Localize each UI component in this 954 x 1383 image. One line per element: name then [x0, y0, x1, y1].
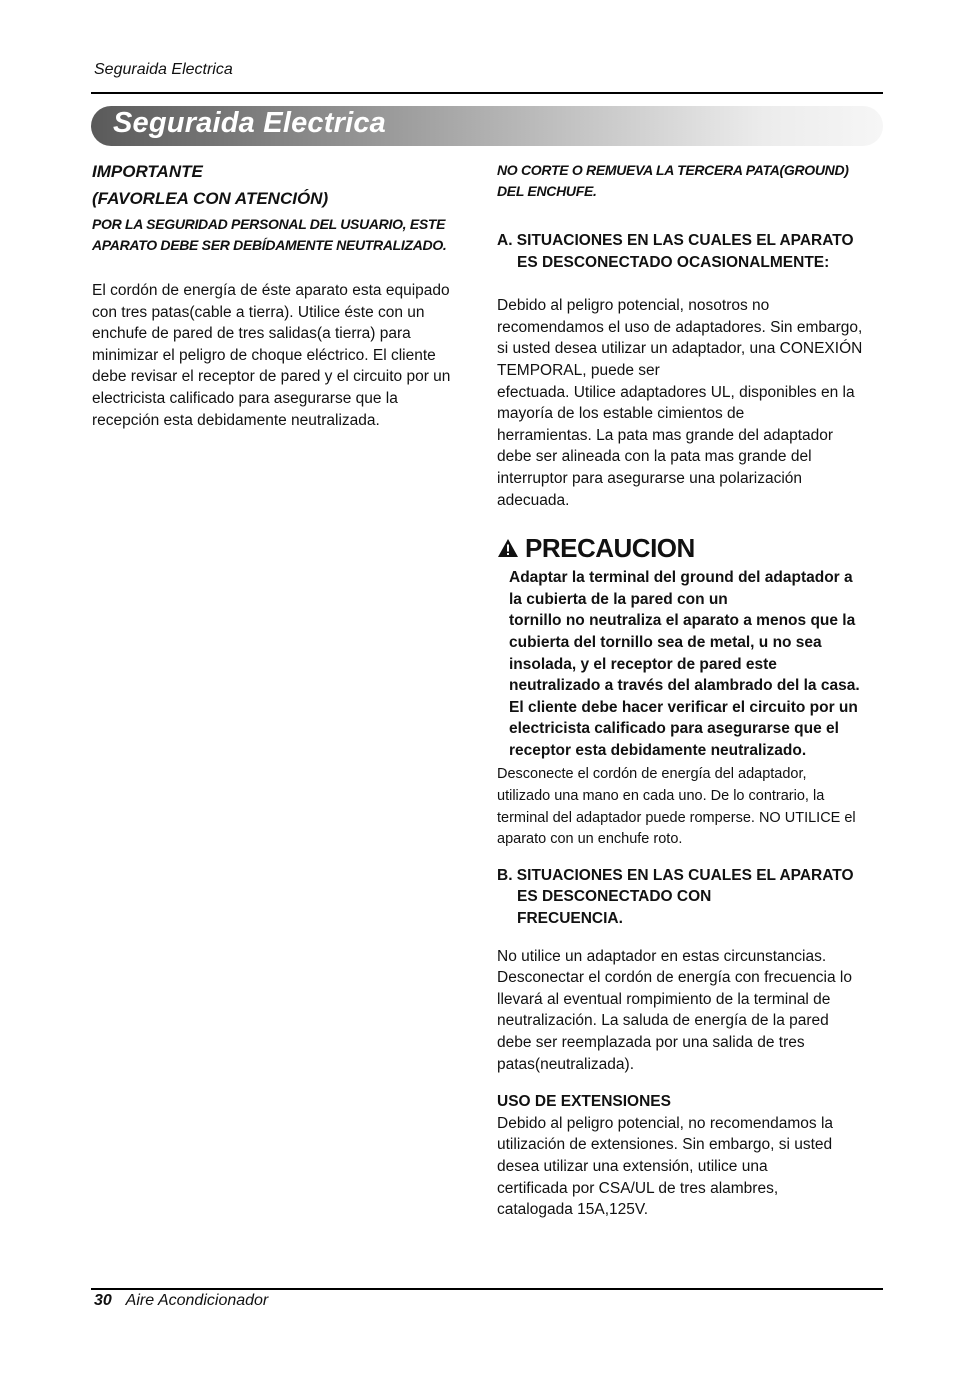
paragraph-line: herramientas. La pata mas grande del adaptador	[497, 426, 834, 444]
paragraph-line: Desconectar el cordón de energía con frecuencia lo	[497, 969, 852, 987]
page-footer	[94, 1292, 268, 1310]
paragraph-line: utilizado una mano en cada uno. De lo contrario, la	[497, 788, 825, 805]
safety-note-line: APARATO DEBE SER DEBÍDAMENTE NEUTRALIZADO.	[92, 237, 447, 253]
disconnect-paragraph	[497, 764, 882, 850]
section-b-paragraph	[497, 946, 882, 1076]
paragraph-line: recepción esta debidamente neutralizada.	[92, 411, 380, 429]
section-b-heading	[497, 865, 882, 930]
paragraph-line: Debido al peligro potencial, nosotros no	[497, 297, 770, 315]
heading-line: B. SITUACIONES EN LAS CUALES EL APARATO	[497, 866, 854, 884]
grounding-paragraph	[92, 280, 472, 431]
caution-text	[497, 567, 882, 761]
caution-line: tornillo no neutraliza el aparato a menos que la	[509, 612, 856, 630]
section-a-paragraph	[497, 295, 882, 511]
heading-line: ES DESCONECTADO OCASIONALMENTE:	[517, 253, 830, 271]
caution-title: PRECAUCION	[525, 533, 695, 564]
header-rule	[91, 92, 883, 94]
paragraph-line: patas(neutralizada).	[497, 1055, 634, 1073]
paragraph-line: utilización de extensiones. Sin embargo, si usted	[497, 1136, 833, 1154]
paragraph-line: debe ser alineada con la pata mas grande del	[497, 448, 812, 466]
paragraph-line: terminal del adaptador puede romperse. NO UTILICE el	[497, 809, 856, 826]
page-number: 30	[94, 1292, 112, 1309]
paragraph-line: enchufe de pared de tres salidas(a tierra) para	[92, 325, 411, 343]
importante-heading: IMPORTANTE	[92, 162, 203, 181]
heading-line: A. SITUACIONES EN LAS CUALES EL APARATO	[497, 232, 854, 249]
note-line: NO CORTE O REMUEVA LA TERCERA PATA(GROUND)	[497, 162, 849, 178]
left-column	[92, 158, 472, 431]
caution-line: receptor esta debidamente neutralizado.	[509, 741, 807, 759]
caution-line: neutralizado a través del alambrado del la casa.	[509, 677, 860, 695]
paragraph-line: llevará al eventual rompimiento de la terminal de	[497, 990, 831, 1008]
caution-line: la cubierta de la pared con un	[509, 590, 728, 608]
paragraph-line: adecuada.	[497, 491, 570, 509]
warning-triangle-icon	[497, 538, 519, 558]
caution-line: cubierta del tornillo sea de metal, u no sea	[509, 633, 822, 651]
safety-note-line: POR LA SEGURIDAD PERSONAL DEL USUARIO, ESTE	[92, 216, 446, 232]
paragraph-line: efectuada. Utilice adaptadores UL, disponibles en la	[497, 383, 855, 401]
right-column	[497, 160, 882, 1221]
paragraph-line: recomendamos el uso de adaptadores. Sin embargo,	[497, 318, 863, 336]
paragraph-line: aparato con un enchufe roto.	[497, 831, 683, 848]
paragraph-line: Debido al peligro potencial, no recomendamos la	[497, 1114, 834, 1132]
paragraph-line: certificada por CSA/UL de tres alambres,	[497, 1179, 779, 1197]
section-a-heading	[497, 230, 882, 273]
caution-line: electricista calificado para asegurarse que el	[509, 720, 839, 738]
caution-line: El cliente debe hacer verificar el circuito por un	[509, 698, 858, 716]
section-title: Seguraida Electrica	[113, 107, 386, 139]
paragraph-line: interruptor para asegurarse una polarización	[497, 469, 803, 487]
paragraph-line: minimizar el peligro de choque eléctrico. El cliente	[92, 346, 436, 364]
caution-heading	[497, 533, 882, 563]
favorlea-heading: (FAVORLEA CON ATENCIÓN)	[92, 189, 329, 208]
paragraph-line: debe ser reemplazada por una salida de tres	[497, 1034, 805, 1051]
heading-line: FRECUENCIA.	[517, 910, 623, 928]
paragraph-line: No utilice un adaptador en estas circunstancias.	[497, 947, 827, 965]
extensions-paragraph	[497, 1113, 882, 1221]
ground-pin-note	[497, 160, 882, 202]
document-name: Aire Acondicionador	[125, 1292, 269, 1309]
paragraph-line: si usted desea utilizar un adaptador, una CONEXIÓN	[497, 340, 863, 358]
paragraph-line: desea utilizar una extensión, utilice una	[497, 1157, 768, 1175]
paragraph-line: Desconecte el cordón de energía del adaptador,	[497, 766, 807, 783]
paragraph-line: con tres patas(cable a tierra). Utilice éste con un	[92, 303, 425, 321]
paragraph-line: TEMPORAL, puede ser	[497, 361, 660, 379]
paragraph-line: electricista calificado para asegurarse que la	[92, 389, 398, 407]
footer-rule	[91, 1288, 883, 1290]
section-title-bar	[91, 106, 883, 146]
paragraph-line: mayoría de los estable cimientos de	[497, 405, 745, 423]
safety-note	[92, 214, 472, 256]
paragraph-line: neutralización. La saluda de energía de la pared	[497, 1012, 829, 1030]
paragraph-line: catalogada 15A,125V.	[497, 1201, 649, 1219]
caution-line: Adaptar la terminal del ground del adaptador a	[509, 569, 853, 587]
running-header: Seguraida Electrica	[94, 61, 233, 78]
heading-line: ES DESCONECTADO CON	[517, 888, 712, 906]
caution-line: insolada, y el receptor de pared este	[509, 655, 777, 673]
paragraph-line: debe revisar el receptor de pared y el circuito por un	[92, 368, 451, 386]
paragraph-line: El cordón de energía de éste aparato esta equipado	[92, 282, 450, 299]
extensions-heading: USO DE EXTENSIONES	[497, 1093, 671, 1111]
note-line: DEL ENCHUFE.	[497, 183, 597, 199]
